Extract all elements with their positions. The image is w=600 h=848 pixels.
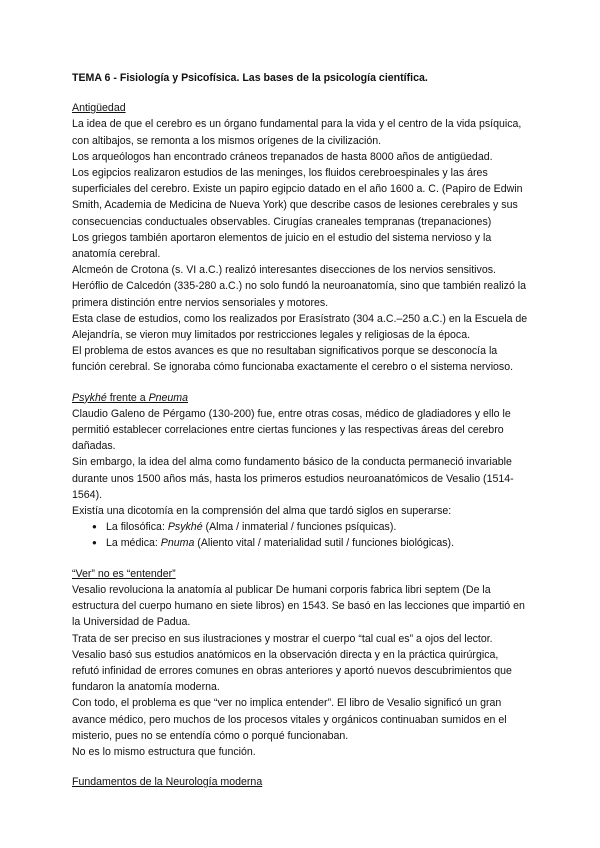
paragraph: Los griegos también aportaron elementos de juicio en el estudio del sistema nervioso y la anatomía cerebral.	[72, 231, 492, 261]
list-item: ● La filosófica: Psykhé (Alma / inmaterial / funciones psíquicas).	[92, 519, 528, 535]
list-item: ● La médica: Pnuma (Aliento vital / materialidad sutil / funciones biológicas).	[92, 535, 528, 551]
heading-italic-pneuma: Pneuma	[148, 391, 189, 404]
paragraph: Heróflio de Calcedón (335-280 a.C.) no solo fundó la neuroanatomía, sino que también realizó la primera distinción entre nervios sensoriales y motores.	[72, 280, 527, 309]
paragraph: Alcmeón de Crotona (s. VI a.C.) realizó interesantes disecciones de los nervios sensitivos.	[72, 264, 496, 277]
paragraph: Vesalio revoluciona la anatomía al publicar De humani corporis fabrica libri septem (De la estructura del cuerpo humano en siete libros) en 1543. Se basó en las lecciones que impartió en la Universidad de Padua.	[72, 583, 525, 629]
paragraph: Los arqueólogos han encontrado cráneos trepanados de hasta 8000 años de antigüedad.	[72, 150, 493, 163]
paragraph: No es lo mismo estructura que función.	[72, 745, 256, 758]
section-heading-psykhe	[72, 390, 528, 406]
section-heading-neurologia: Fundamentos de la Neurología moderna	[72, 776, 263, 789]
paragraph: Vesalio basó sus estudios anatómicos en la observación directa y en la práctica quirúrgica, refutó infinidad de errores comunes en obras anteriores y aportó nuevos descubrimientos que fundaron la anatomía moderna.	[72, 648, 512, 694]
paragraph: Claudio Galeno de Pérgamo (130-200) fue, entre otras cosas, médico de gladiadores y ello le permitió establecer correlaciones entre ciertas funciones y las respectivas áreas del cerebro dañadas.	[72, 407, 511, 453]
paragraph: Con todo, el problema es que “ver no implica entender”. El libro de Vesalio significó un gran avance médico, pero muchos de los procesos vitales y orgánicos continuaban sumidos en el misterio, pues no se entendía cómo o porqué funcionaban.	[72, 697, 507, 742]
paragraph: Los egipcios realizaron estudios de las meninges, los fluidos cerebroespinales y las áres superficiales del cerebro. Existe un papiro egipcio datado en el año 1600 a. C. (Papiro de Edwin Smith, Academia de Medicina de Nueva York) que describe casos de lesiones cerebrales y sus consecuencias conductuales observables. Cirugías craneales tempranas (trepanaciones)	[72, 167, 523, 228]
heading-italic-psykhe: Psykhé	[72, 391, 107, 404]
heading-mid: frente a	[106, 391, 149, 404]
paragraph: El problema de estos avances es que no resultaban significativos porque se desconocía la función cerebral. Se ignoraba cómo funcionaba exactamente el cerebro o el sistema nervioso.	[72, 345, 514, 374]
section-heading-ver: “Ver” no es “entender”	[72, 567, 176, 580]
paragraph: Sin embargo, la idea del alma como fundamento básico de la conducta permaneció invariable durante unos 1500 años más, hasta los primeros estudios neuroanatómicos de Vesalio (1514-1564).	[72, 456, 514, 501]
paragraph: Esta clase de estudios, como los realizados por Erasístrato (304 a.C.–250 a.C.) en la Escuela de Alejandría, se vieron muy limitados por restricciones legales y religiosas de la época.	[72, 312, 528, 342]
paragraph: Trata de ser preciso en sus ilustraciones y mostrar el cuerpo “tal cual es” a ojos del lector.	[72, 632, 493, 645]
document-page	[72, 70, 528, 790]
document-title: TEMA 6 - Fisiología y Psicofísica. Las bases de la psicología científica.	[72, 72, 428, 84]
paragraph: Existía una dicotomía en la comprensión del alma que tardó siglos en superarse:	[72, 505, 452, 518]
paragraph: La idea de que el cerebro es un órgano fundamental para la vida y el centro de la vida psíquica, con altibajos, se remonta a los mismos orígenes de la civilización.	[72, 118, 522, 147]
section-heading-antiguedad: Antigüedad	[72, 102, 126, 115]
bullet-list	[72, 519, 528, 551]
